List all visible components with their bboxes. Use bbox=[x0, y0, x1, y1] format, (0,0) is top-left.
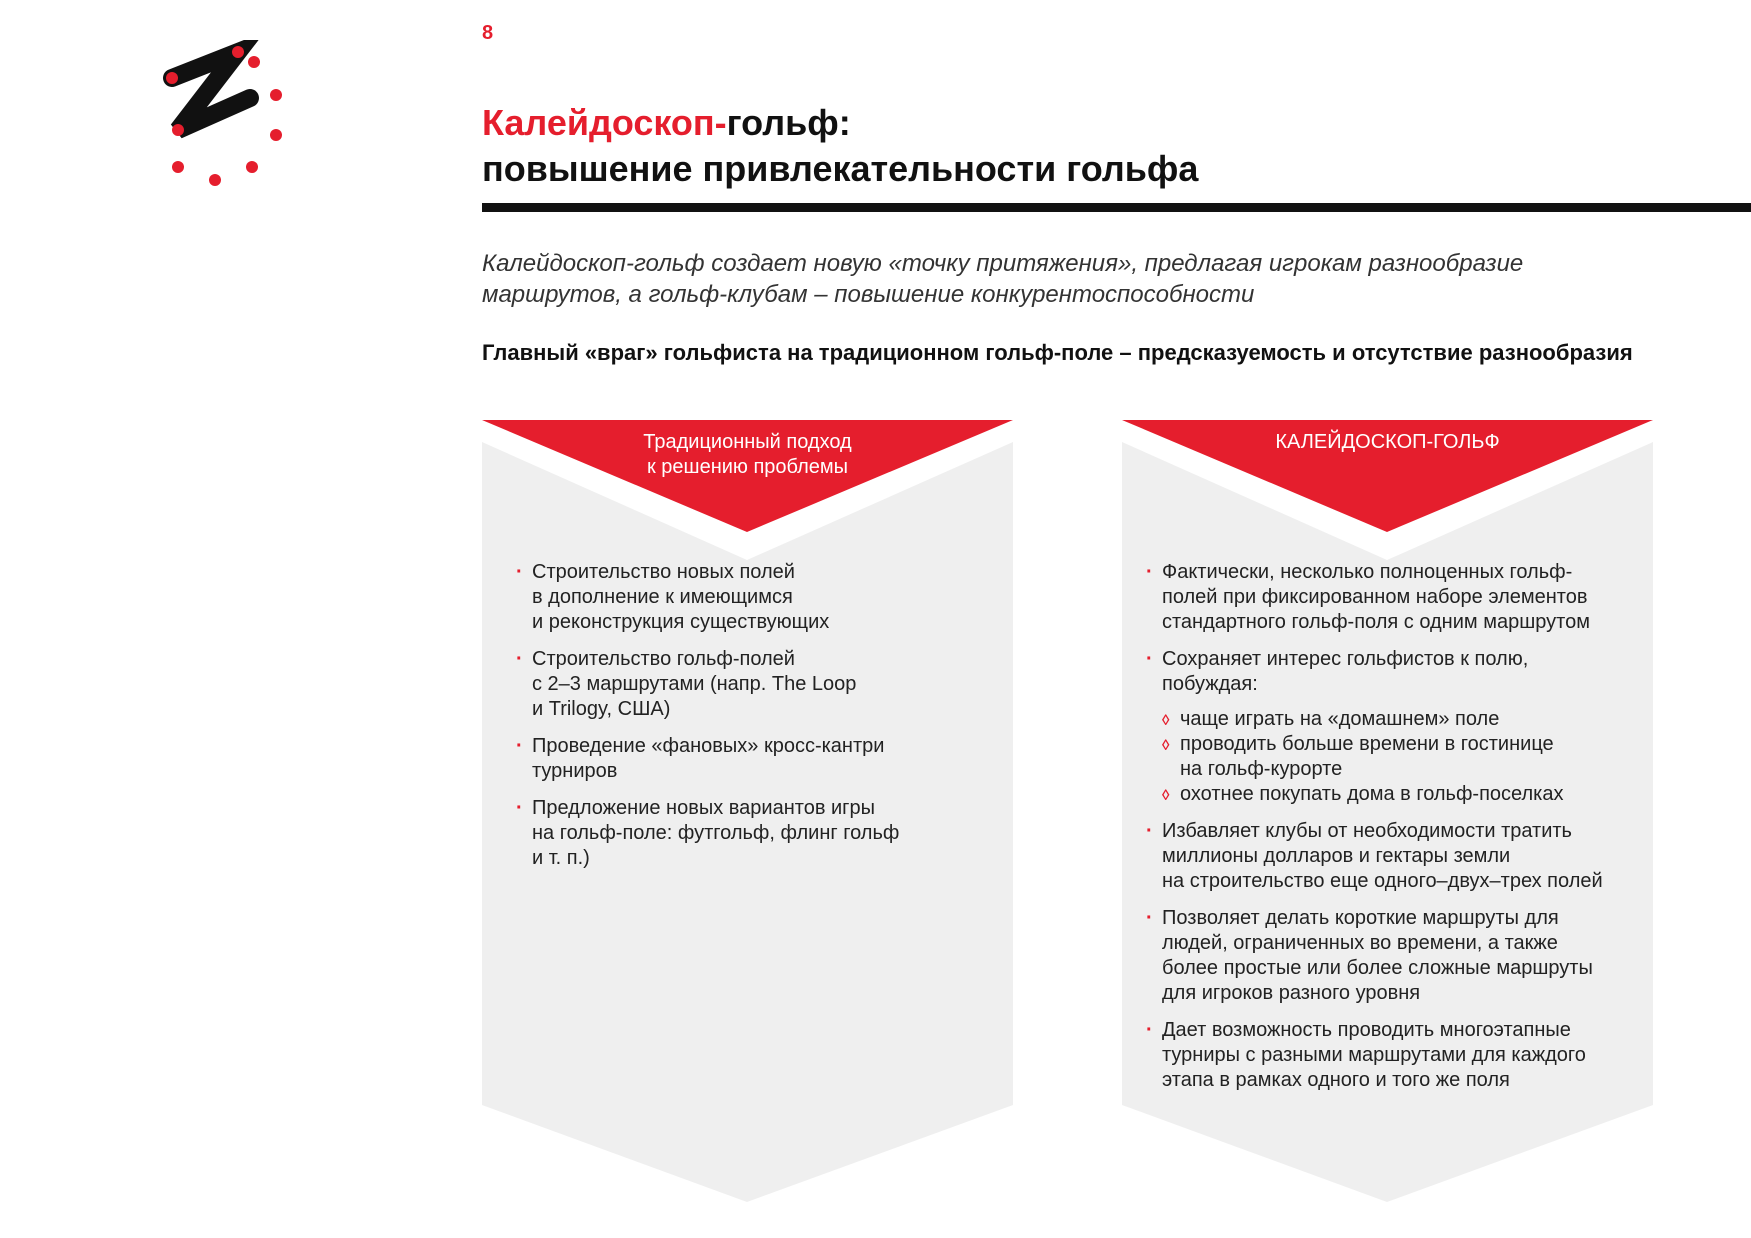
panel-heading-line: к решению проблемы bbox=[646, 456, 849, 478]
list-item-text: Избавляет клубы от необходимости тратить bbox=[1162, 820, 1572, 842]
list-item-text: Дает возможность проводить многоэтапные bbox=[1162, 1019, 1571, 1041]
list-item-text: Позволяет делать короткие маршруты для bbox=[1162, 907, 1559, 929]
list-item-text: чаще играть на «домашнем» поле bbox=[1180, 708, 1500, 730]
sublist-item bbox=[1162, 782, 1646, 807]
list-item-text: на строительство еще одного–двух–трех полей bbox=[1162, 870, 1603, 892]
title-line2: повышение привлекательности гольфа bbox=[482, 148, 1199, 189]
list-item-text: и реконструкция существующих bbox=[532, 611, 830, 633]
panel-heading-line: КАЛЕЙДОСКОП-ГОЛЬФ bbox=[1275, 431, 1500, 453]
page-title bbox=[482, 100, 1198, 192]
sublist-item bbox=[1162, 732, 1646, 782]
list-item-text: турниров bbox=[532, 760, 618, 782]
subheading: Главный «враг» гольфиста на традиционном гольф-поле – предсказуемость и отсутствие разнообразия bbox=[482, 340, 1633, 365]
list-item-text: на гольф-курорте bbox=[1180, 758, 1343, 780]
list-item-text: Строительство новых полей bbox=[532, 561, 795, 583]
list-item-text: в дополнение к имеющимся bbox=[532, 586, 793, 608]
bullet-icon: · bbox=[516, 797, 523, 819]
list-item-text: турниры с разными маршрутами для каждого bbox=[1162, 1044, 1586, 1066]
traditional-list bbox=[516, 560, 986, 883]
list-item-text: Проведение «фановых» кросс-кантри bbox=[532, 735, 885, 757]
list-item bbox=[516, 647, 986, 722]
panel-heading-line: Традиционный подход bbox=[643, 431, 852, 453]
list-item-text: и Trilogy, США) bbox=[532, 698, 671, 720]
bullet-icon: · bbox=[1146, 1019, 1153, 1041]
list-item bbox=[516, 560, 986, 635]
bullet-icon: · bbox=[1146, 820, 1153, 842]
list-item-text: проводить больше времени в гостинице bbox=[1180, 733, 1554, 755]
bullet-icon: · bbox=[516, 648, 523, 670]
list-item bbox=[1146, 819, 1646, 894]
panel-traditional bbox=[482, 420, 1013, 1202]
list-item-text: для игроков разного уровня bbox=[1162, 982, 1421, 1004]
list-item-text: миллионы долларов и гектары земли bbox=[1162, 845, 1511, 867]
list-item bbox=[516, 796, 986, 871]
kaleidoscope-list bbox=[1146, 560, 1646, 1105]
list-item bbox=[1146, 1018, 1646, 1093]
list-item-text: Предложение новых вариантов игры bbox=[532, 797, 875, 819]
list-item-text: людей, ограниченных во времени, а также bbox=[1162, 932, 1558, 954]
title-rest: гольф: bbox=[726, 102, 851, 143]
list-item bbox=[1146, 906, 1646, 1006]
bullet-icon: · bbox=[1146, 561, 1153, 583]
bullet-icon: · bbox=[516, 735, 523, 757]
list-item-text: Сохраняет интерес гольфистов к полю, bbox=[1162, 648, 1529, 670]
list-item-text: Фактически, несколько полноценных гольф- bbox=[1162, 561, 1573, 583]
page-number: 8 bbox=[482, 22, 494, 44]
diamond-bullet-icon: ◊ bbox=[1162, 712, 1170, 729]
sublist bbox=[1162, 707, 1646, 807]
panel-heading-kaleidoscope bbox=[1122, 430, 1653, 455]
sublist-item bbox=[1162, 707, 1646, 732]
list-item-text: этапа в рамках одного и того же поля bbox=[1162, 1069, 1510, 1091]
title-rule bbox=[482, 203, 1751, 212]
list-item-text: и т. п.) bbox=[532, 847, 590, 869]
list-item-text: охотнее покупать дома в гольф-поселках bbox=[1180, 783, 1564, 805]
list-item-text: на гольф-поле: футгольф, флинг гольф bbox=[532, 822, 900, 844]
title-accent: Калейдоскоп- bbox=[482, 102, 727, 143]
list-item-text: Строительство гольф-полей bbox=[532, 648, 795, 670]
list-item bbox=[1146, 560, 1646, 635]
panel-heading-traditional bbox=[482, 430, 1013, 480]
panel-kaleidoscope bbox=[1122, 420, 1653, 1202]
list-item-text: полей при фиксированном наборе элементов bbox=[1162, 586, 1588, 608]
bullet-icon: · bbox=[1146, 648, 1153, 670]
bullet-icon: · bbox=[1146, 907, 1153, 929]
logo-icon bbox=[150, 40, 320, 200]
list-item bbox=[1146, 647, 1646, 807]
lead-line-1: Калейдоскоп-гольф создает новую «точку притяжения», предлагая игрокам разнообразие bbox=[482, 250, 1524, 277]
lead-paragraph bbox=[482, 248, 1662, 310]
list-item-text: побуждая: bbox=[1162, 673, 1258, 695]
list-item bbox=[516, 734, 986, 784]
bullet-icon: · bbox=[516, 561, 523, 583]
diamond-bullet-icon: ◊ bbox=[1162, 787, 1170, 804]
list-item-text: стандартного гольф-поля с одним маршрутом bbox=[1162, 611, 1590, 633]
list-item-text: более простые или более сложные маршруты bbox=[1162, 957, 1593, 979]
lead-line-2: маршрутов, а гольф-клубам – повышение конкурентоспособности bbox=[482, 281, 1255, 308]
diamond-bullet-icon: ◊ bbox=[1162, 737, 1170, 754]
list-item-text: с 2–3 маршрутами (напр. The Loop bbox=[532, 673, 857, 695]
